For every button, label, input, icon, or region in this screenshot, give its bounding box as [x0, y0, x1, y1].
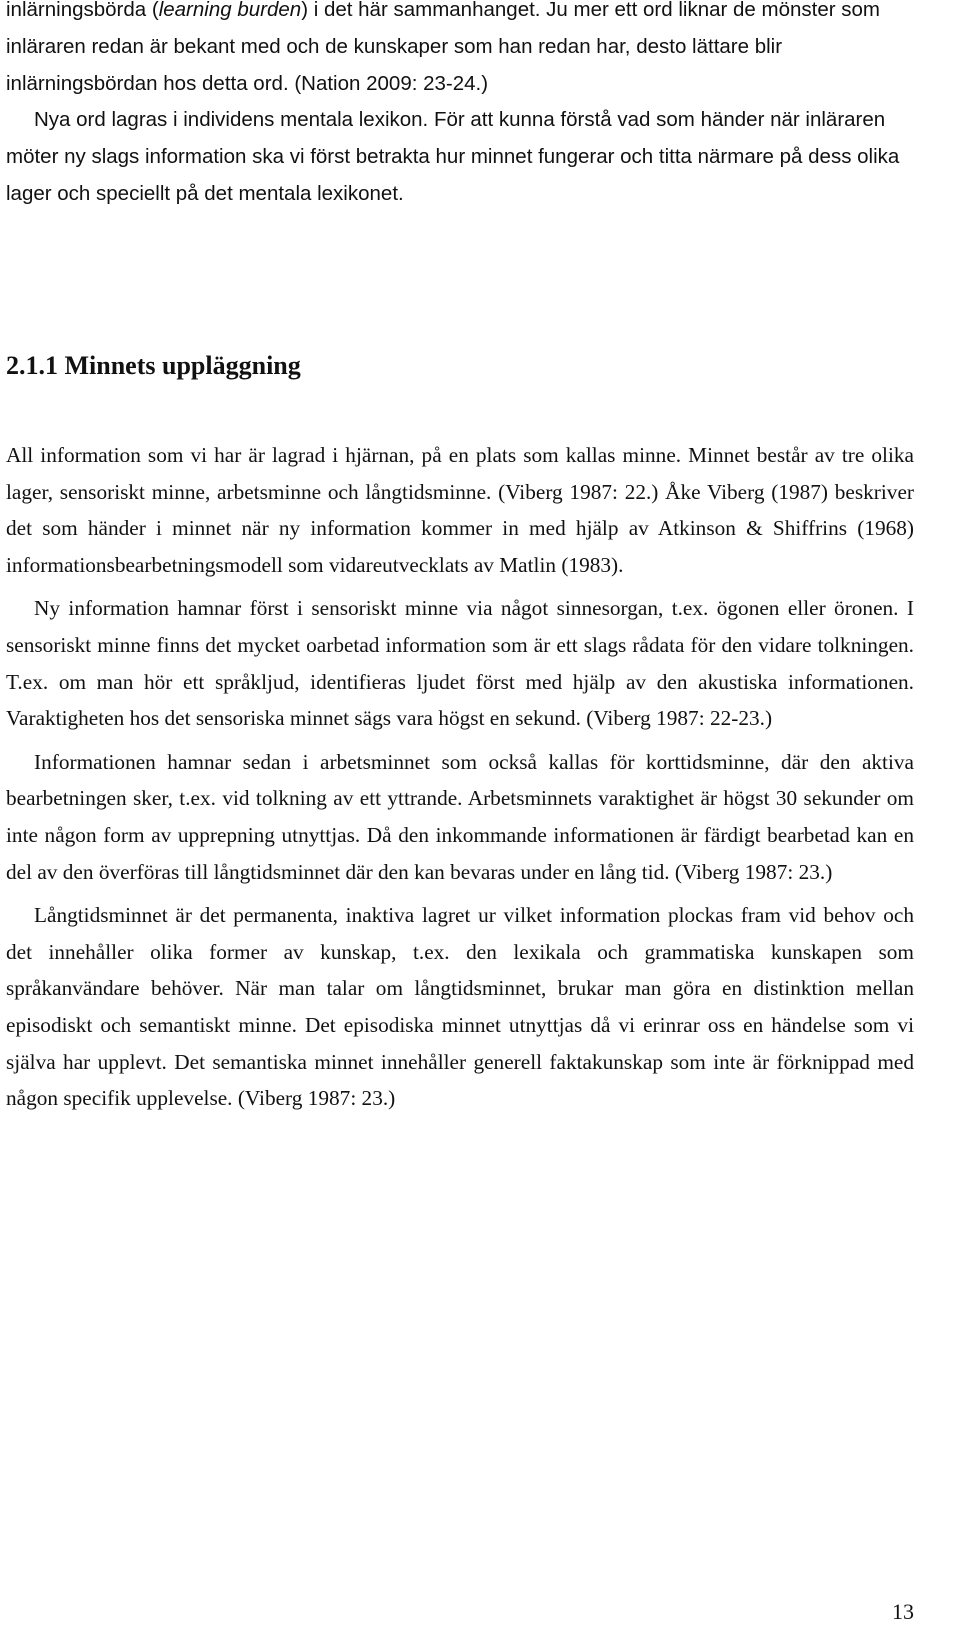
body-paragraph-3: Informationen hamnar sedan i arbetsminnet som också kallas för korttidsminne, där den aktiva bearbetningen sker, t.ex. vid tolkning av ett yttrande. Arbetsminnets varaktighet är högst 30 sekunder om inte någon form av upprepning utnyttjas. Då den inkommande informationen är färdigt bearbetad kan en del av den överföras till långtidsminnet där den kan bevaras under en lång tid. (Viberg 1987: 23.) [6, 749, 914, 884]
intro-p1-italic: learning burden [158, 0, 302, 21]
intro-text [6, 0, 918, 213]
intro-p1-part2: ) i det här sammanhanget. Ju mer ett ord liknar de mönster som inläraren redan är bekant med och de kunskaper som han redan har, desto lättare blir inlärningsbördan hos detta ord. (Nation 2009: 23-24.) [6, 0, 880, 95]
body-paragraph-2: Ny information hamnar först i sensoriskt minne via något sinnesorgan, t.ex. ögonen eller öronen. I sensoriskt minne finns det mycket oarbetad information som är ett slags rådata för den vidare tolkningen. T.ex. om man hör ett språkljud, identifieras ljudet först med hjälp av den akustiska informationen. Varaktigheten hos det sensoriska minnet sägs vara högst en sekund. (Viberg 1987: 22-23.) [6, 596, 914, 731]
body-paragraph-4: Långtidsminnet är det permanenta, inaktiva lagret ur vilket information plockas fram vid behov och det innehåller olika former av kunskap, t.ex. den lexikala och grammatiska kunskapen som språkanvändare behöver. När man talar om långtidsminnet, brukar man göra en distinktion mellan episodiskt och semantiskt minne. Det episodiska minnet utnyttjas då vi erinrar oss en händelse som vi själva har upplevt. Det semantiska minnet innehåller generell faktakunskap som inte är förknippad med någon specifik upplevelse. (Viberg 1987: 23.) [6, 903, 914, 1111]
intro-paragraph-2: Nya ord lagras i individens mentala lexikon. För att kunna förstå vad som händer när inläraren möter ny slags information ska vi först betrakta hur minnet fungerar och titta närmare på dess olika lager och speciellt på det mentala lexikonet. [6, 108, 900, 205]
intro-paragraph-1 [6, 0, 918, 102]
page-number: 13 [892, 1599, 914, 1624]
section-body [6, 437, 914, 1124]
intro-p1-part1: inlärningsbörda ( [6, 0, 159, 21]
section-heading: 2.1.1 Minnets uppläggning [6, 351, 301, 380]
body-paragraph-1: All information som vi har är lagrad i hjärnan, på en plats som kallas minne. Minnet består av tre olika lager, sensoriskt minne, arbetsminne och långtidsminne. (Viberg 1987: 22.) Åke Viberg (1987) beskriver det som händer i minnet när ny information kommer in med hjälp av Atkinson & Shiffrins (1968) informationsbearbetningsmodell som vidareutvecklats av Matlin (1983). [6, 443, 914, 577]
